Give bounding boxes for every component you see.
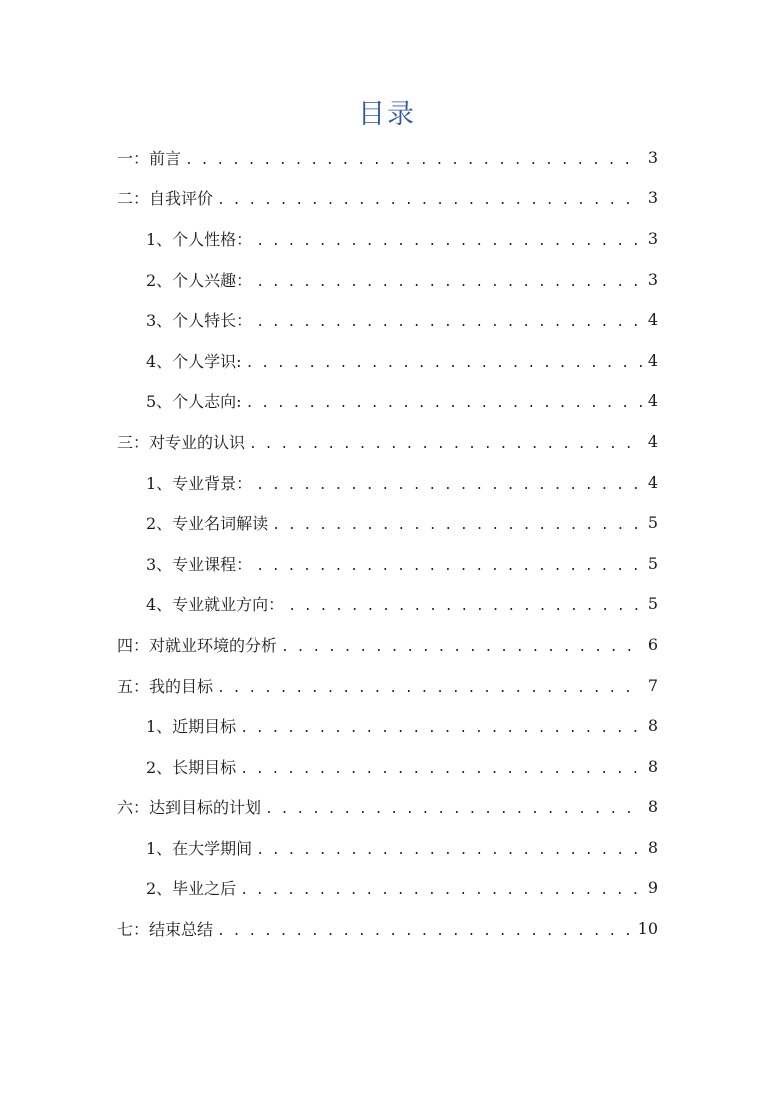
toc-entry-text: 2、专业名词解读 xyxy=(146,514,269,534)
toc-page-number: 8 xyxy=(647,797,658,817)
toc-entry[interactable] xyxy=(117,746,658,787)
toc-page-number: 4 xyxy=(647,391,658,411)
toc-entry[interactable] xyxy=(117,137,658,178)
toc-page-number: 3 xyxy=(647,188,658,208)
toc-dot-leader xyxy=(240,763,642,776)
toc-entry-text: 2、个人兴趣： xyxy=(146,270,253,290)
toc-entry[interactable] xyxy=(117,584,658,625)
toc-dot-leader xyxy=(256,316,642,329)
toc-dot-leader xyxy=(256,276,642,289)
toc-page-number: 5 xyxy=(647,513,658,533)
toc-entry-text: 五：我的目标 xyxy=(117,676,214,696)
toc-entry-text: 1、在大学期间 xyxy=(146,838,253,858)
toc-entry-text: 1、近期目标 xyxy=(146,717,237,737)
toc-entry[interactable] xyxy=(117,502,658,543)
toc-page-number: 4 xyxy=(647,350,658,370)
toc-entry[interactable] xyxy=(117,624,658,665)
toc-page-number: 6 xyxy=(647,634,658,654)
toc-entry-text: 1、专业背景： xyxy=(146,473,253,493)
toc-title: 目录 xyxy=(358,99,416,130)
toc-entry-text: 2、毕业之后 xyxy=(146,879,237,899)
toc-dot-leader xyxy=(288,600,642,613)
toc-entry[interactable] xyxy=(117,543,658,584)
toc-entry[interactable] xyxy=(117,421,658,462)
toc-entry[interactable] xyxy=(117,218,658,259)
toc-entry-text: 四：对就业环境的分析 xyxy=(117,635,278,655)
toc-dot-leader xyxy=(281,641,642,654)
toc-page-number: 5 xyxy=(647,594,658,614)
toc-entry[interactable] xyxy=(117,827,658,868)
toc-entry[interactable] xyxy=(117,908,658,949)
toc-entry-text: 1、个人性格： xyxy=(146,229,253,249)
toc-dot-leader xyxy=(185,154,642,167)
toc-entry-text: 七：结束总结 xyxy=(117,920,214,940)
toc-entry-text: 六：达到目标的计划 xyxy=(117,798,262,818)
toc-entry-text: 4、专业就业方向： xyxy=(146,595,285,615)
toc-entry-text: 二：自我评价 xyxy=(117,189,214,209)
toc-dot-leader xyxy=(256,479,642,492)
toc-entry[interactable] xyxy=(117,705,658,746)
toc-page-number: 4 xyxy=(647,431,658,451)
toc-dot-leader xyxy=(249,438,642,451)
toc-dot-leader xyxy=(246,397,642,410)
toc-page-number: 7 xyxy=(647,675,658,695)
toc-page-number: 8 xyxy=(647,756,658,776)
toc-page-number: 4 xyxy=(647,310,658,330)
toc-dot-leader xyxy=(265,803,642,816)
toc-page-number: 5 xyxy=(647,553,658,573)
toc-dot-leader xyxy=(240,722,642,735)
toc-dot-leader xyxy=(246,357,642,370)
toc-entry-text: 4、个人学识: xyxy=(146,351,242,371)
toc-dot-leader xyxy=(217,682,642,695)
toc-entry-text: 2、长期目标 xyxy=(146,757,237,777)
toc-page-number: 3 xyxy=(647,269,658,289)
toc-entry[interactable] xyxy=(117,340,658,381)
toc-page-number: 3 xyxy=(647,147,658,167)
toc-dot-leader xyxy=(256,235,642,248)
toc-page-number: 4 xyxy=(647,472,658,492)
toc-entry[interactable] xyxy=(117,381,658,422)
toc-entry-text: 三：对专业的认识 xyxy=(117,432,246,452)
toc-dot-leader xyxy=(256,844,642,857)
toc-page-number: 8 xyxy=(647,716,658,736)
toc-page-number: 3 xyxy=(647,228,658,248)
toc-entry-text: 5、个人志向: xyxy=(146,392,242,412)
toc-dot-leader xyxy=(240,884,642,897)
toc-page-number: 10 xyxy=(637,919,658,939)
toc-dot-leader xyxy=(256,560,642,573)
toc-entry[interactable] xyxy=(117,259,658,300)
toc-entry-text: 一：前言 xyxy=(117,148,182,168)
toc-entry[interactable] xyxy=(117,178,658,219)
toc-page-number: 8 xyxy=(647,837,658,857)
toc-entry[interactable] xyxy=(117,299,658,340)
toc-dot-leader xyxy=(272,519,642,532)
toc-entry[interactable] xyxy=(117,665,658,706)
toc-entry[interactable] xyxy=(117,787,658,828)
toc-entry[interactable] xyxy=(117,462,658,503)
toc-page-number: 9 xyxy=(647,878,658,898)
toc-dot-leader xyxy=(217,925,632,938)
toc-list xyxy=(117,137,658,949)
toc-entry[interactable] xyxy=(117,868,658,909)
toc-entry-text: 3、个人特长： xyxy=(146,311,253,331)
toc-dot-leader xyxy=(217,194,642,207)
toc-entry-text: 3、专业课程： xyxy=(146,554,253,574)
